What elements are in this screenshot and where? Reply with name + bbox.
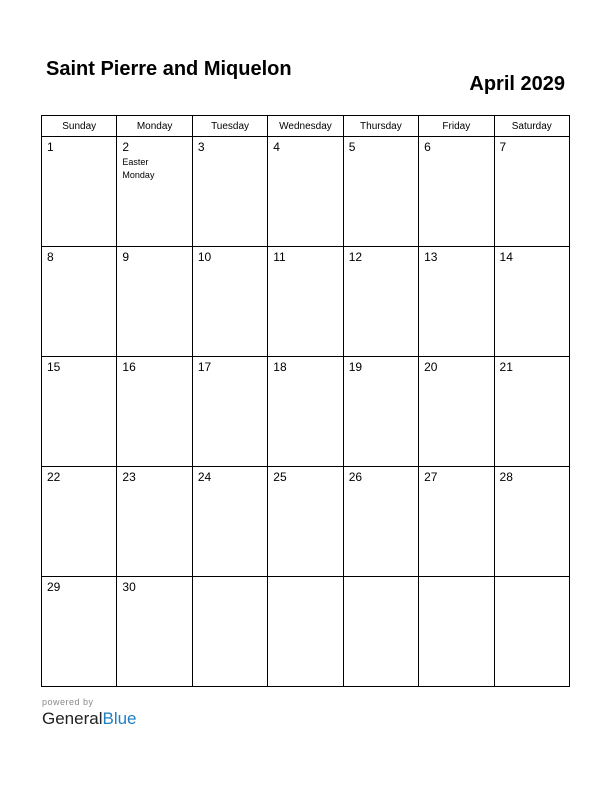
day-cell	[343, 247, 418, 357]
day-cell	[419, 137, 494, 247]
day-number: 21	[499, 360, 513, 374]
day-number: 15	[47, 360, 61, 374]
empty-day-cell	[268, 577, 343, 687]
day-number: 17	[197, 360, 212, 374]
day-number: 16	[122, 360, 136, 374]
weekday-wednesday: Wednesday	[268, 116, 343, 137]
day-number: 28	[499, 470, 513, 484]
day-number: 3	[197, 140, 205, 154]
week-row	[42, 467, 570, 577]
day-cell	[192, 467, 267, 577]
day-cell	[192, 247, 267, 357]
day-number: 24	[197, 470, 212, 484]
day-number: 26	[348, 470, 363, 484]
day-cell	[494, 467, 569, 577]
day-number: 9	[122, 250, 130, 264]
day-number: 8	[47, 250, 54, 264]
day-number: 1	[47, 140, 54, 154]
day-cell	[42, 137, 117, 247]
day-cell	[42, 357, 117, 467]
day-number: 10	[197, 250, 212, 264]
day-cell	[117, 357, 192, 467]
day-cell	[343, 137, 418, 247]
day-number: 4	[273, 140, 280, 154]
day-cell	[268, 357, 343, 467]
day-number: 25	[273, 470, 287, 484]
weekday-sunday: Sunday	[42, 116, 117, 137]
footer-branding	[42, 697, 137, 730]
weekday-header-row	[42, 116, 570, 137]
day-number: 20	[424, 360, 438, 374]
day-number: 23	[122, 470, 136, 484]
day-number: 29	[47, 580, 61, 594]
day-number: 13	[424, 250, 438, 264]
day-cell	[192, 137, 267, 247]
day-cell	[494, 137, 569, 247]
day-number: 19	[348, 360, 363, 374]
day-number: 22	[47, 470, 61, 484]
day-cell	[268, 467, 343, 577]
day-cell	[343, 467, 418, 577]
day-cell	[117, 577, 192, 687]
empty-day-cell	[343, 577, 418, 687]
empty-day-cell	[192, 577, 267, 687]
day-cell	[419, 357, 494, 467]
day-number: 6	[424, 140, 431, 154]
weekday-friday: Friday	[419, 116, 494, 137]
day-number: 12	[348, 250, 363, 264]
day-cell	[268, 137, 343, 247]
day-cell	[117, 467, 192, 577]
day-cell	[117, 247, 192, 357]
calendar-grid	[41, 115, 570, 687]
day-cell	[419, 467, 494, 577]
day-cell	[117, 137, 192, 247]
brand-blue-text: Blue	[102, 709, 137, 728]
day-cell	[419, 247, 494, 357]
weekday-tuesday: Tuesday	[192, 116, 267, 137]
week-row	[42, 137, 570, 247]
day-number: 18	[273, 360, 287, 374]
weekday-thursday: Thursday	[343, 116, 418, 137]
powered-by-label: powered by	[42, 697, 94, 707]
weekday-monday: Monday	[117, 116, 192, 137]
holiday-label: Easter Monday	[122, 157, 155, 180]
month-title: April 2029	[469, 73, 565, 95]
brand-general-text: General	[42, 709, 103, 728]
weekday-saturday: Saturday	[494, 116, 569, 137]
day-cell	[268, 247, 343, 357]
day-cell	[42, 577, 117, 687]
day-number: 14	[499, 250, 513, 264]
day-cell	[494, 247, 569, 357]
day-number: 30	[122, 580, 136, 594]
day-number: 5	[348, 140, 356, 154]
day-number: 11	[273, 250, 286, 264]
empty-day-cell	[494, 577, 569, 687]
week-row	[42, 247, 570, 357]
day-cell	[343, 357, 418, 467]
day-cell	[42, 247, 117, 357]
day-cell	[192, 357, 267, 467]
region-title: Saint Pierre and Miquelon	[46, 58, 292, 80]
day-number: 7	[499, 140, 507, 154]
calendar-body	[42, 137, 570, 687]
day-cell	[42, 467, 117, 577]
empty-day-cell	[419, 577, 494, 687]
week-row	[42, 357, 570, 467]
day-number: 2	[122, 140, 130, 154]
day-cell	[494, 357, 569, 467]
week-row	[42, 577, 570, 687]
generalblue-logo[interactable]	[42, 708, 137, 730]
day-number: 27	[424, 470, 438, 484]
